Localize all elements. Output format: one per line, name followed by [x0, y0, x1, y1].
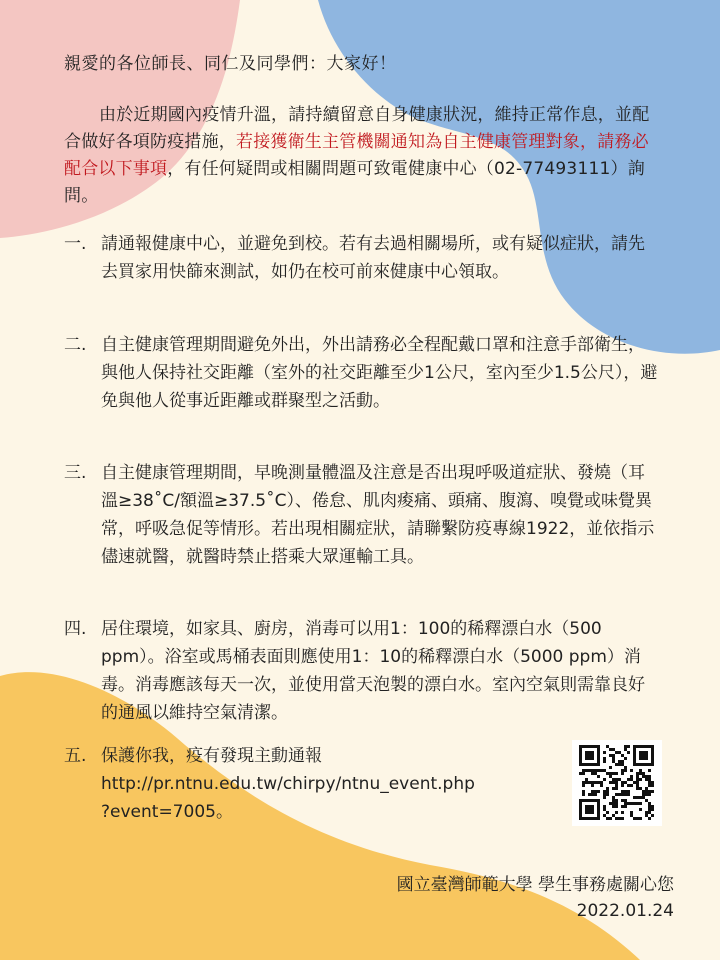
list-item-text: 請通報健康中心，並避免到校。若有去過相關場所，或有疑似症狀，請先去買家用快篩來測試，如仍在校可前來健康中心領取。 — [101, 234, 645, 282]
intro-text-after: ，有任何疑問或相關問題可致電健康中心（02-77493111）詢問。 — [64, 159, 645, 206]
list-item-number: 四. — [64, 619, 87, 639]
report-link[interactable] — [101, 770, 601, 826]
qr-code-icon[interactable] — [572, 740, 662, 826]
intro-highlight: 若接獲衛生主管機關通知為自主健康管理對象，請務必配合以下事項 — [64, 132, 649, 179]
list-item-number: 一. — [64, 234, 87, 254]
list-item-text — [101, 742, 601, 826]
list-item-text: 自主健康管理期間，早晚測量體溫及注意是否出現呼吸道症狀、發燒（耳溫≥38˚C/額溫≥37.5˚C）、倦怠、肌肉痠痛、頭痛、腹瀉、嗅覺或味覺異常，呼吸急促等情形。若出現相關症狀，請聯繫防疫專線1922，並依指示儘速就醫，就醫時禁止搭乘大眾運輸工具。 — [101, 463, 655, 567]
greeting: 親愛的各位師長、同仁及同學們：大家好！ — [64, 54, 397, 74]
report-link-line1[interactable]: http://pr.ntnu.edu.tw/chirpy/ntnu_event.php — [101, 774, 475, 794]
report-text: 保護你我，疫有發現主動通報 — [101, 746, 322, 766]
intro-text-before: 由於近期國內疫情升溫，請持續留意自身健康狀況，維持正常作息，並配合做好各項防疫措施， — [64, 105, 650, 152]
list-item-number: 三. — [64, 463, 87, 483]
report-link-line2[interactable]: ?event=7005。 — [101, 802, 233, 822]
footer-date: 2022.01.24 — [576, 901, 674, 921]
footer-org: 國立臺灣師範大學 學生事務處關心您 — [396, 875, 674, 895]
list-item-number: 五. — [64, 746, 87, 766]
footer — [397, 872, 674, 924]
list-item-text: 居住環境，如家具、廚房，消毒可以用1：100的稀釋漂白水（500 ppm）。浴室或馬桶表面則應使用1：10的稀釋漂白水（5000 ppm）消毒。消毒應該每天一次，並使用當天泡製的漂白水。室內空氣則需靠良好的通風以維持空氣清潔。 — [101, 619, 645, 723]
list-item-text: 自主健康管理期間避免外出，外出請務必全程配戴口罩和注意手部衛生，與他人保持社交距離（室外的社交距離至少1公尺，室內至少1.5公尺），避免與他人從事近距離或群聚型之活動。 — [101, 335, 658, 411]
intro-paragraph — [64, 102, 664, 210]
list-item-number: 二. — [64, 335, 87, 355]
